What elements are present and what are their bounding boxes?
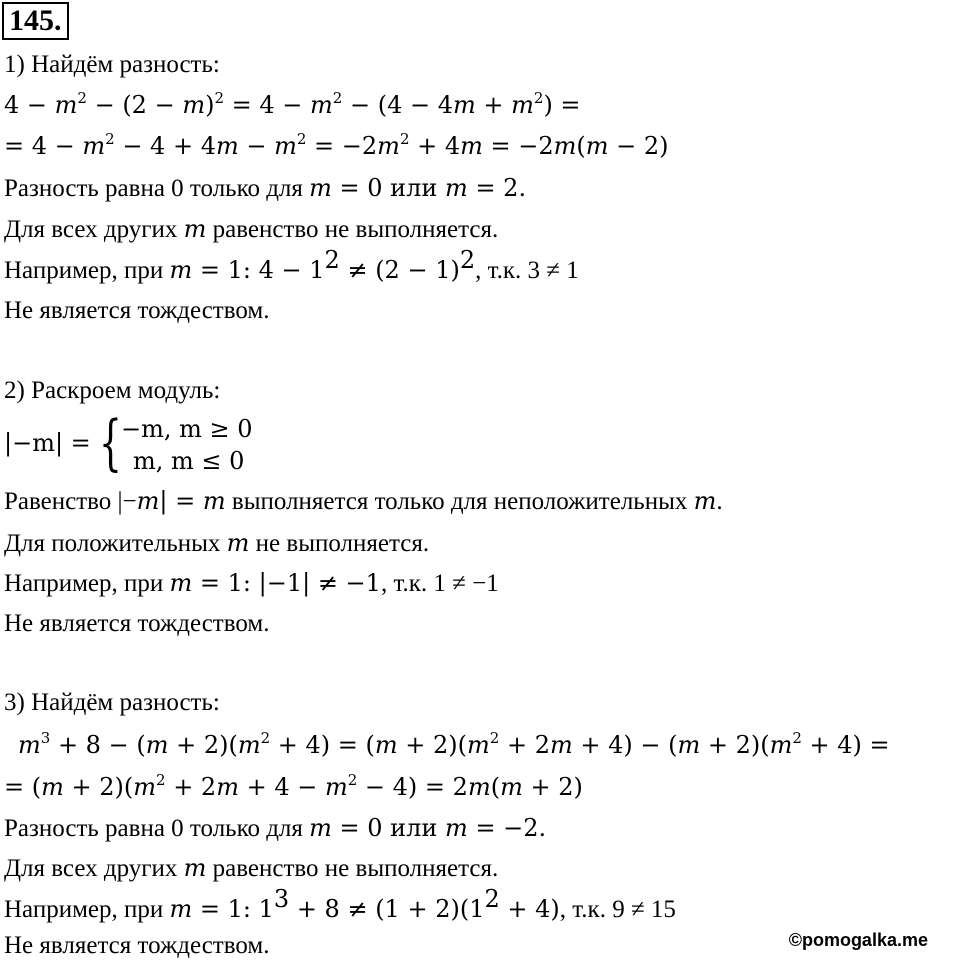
part2-heading: 2) Раскроем модуль: — [4, 377, 221, 404]
part3-heading: 3) Найдём разность: — [4, 689, 220, 716]
part1-heading: 1) Найдём разность: — [4, 51, 220, 78]
part2-text2: Для положительных m не выполняется. — [4, 529, 430, 557]
part2-example: Например, при m = 1: |−1| ≠ −1, т.к. 1 ≠ −1 — [4, 569, 499, 597]
part1-conclusion: Не является тождеством. — [4, 297, 270, 324]
case-1: −m, m ≥ 0 — [121, 415, 253, 443]
module-lhs: |−m| = — [4, 429, 91, 457]
curly-brace: { — [99, 408, 122, 478]
part2-text1: Равенство |−m| = m выполняется только для неположительных m. — [4, 487, 723, 515]
part3-example: Например, при m = 1: $1^3 + 8 \ne (1 + 2)(1^2 + 4)$, т.к. 9 ≠ 15 — [4, 885, 676, 923]
part1-example: Например, при m = 1: $4 - 1^2 \ne (2 - 1)^2$, т.к. 3 ≠ 1 — [4, 246, 579, 284]
part3-equation-line2: = $(m + 2)(m^2 + 2m + 4 - m^2 - 4) = 2m(m + 2)$ — [4, 771, 583, 801]
part3-equation-line1: $m^3 + 8 - (m + 2)(m^2 + 4) = (m + 2)(m^2 + 2m + 4) - (m + 2)(m^2 + 4)$ = — [18, 729, 890, 759]
watermark: ©pomogalka.me — [788, 930, 928, 950]
case-2: m, m ≤ 0 — [133, 447, 245, 475]
part1-equation-line1: $4 - m^2 - (2 - m)^2 = 4 - m^2 - (4 - 4m + m^2)$ = — [4, 89, 581, 119]
problem-number: 145. — [2, 2, 69, 40]
part3-text1: Разность равна 0 только для m = 0 или m = −2. — [4, 814, 547, 842]
part3-conclusion: Не является тождеством. — [4, 932, 270, 959]
part1-text1: Разность равна 0 только для m = 0 или m = 2. — [4, 174, 527, 202]
part1-text2: Для всех других m равенство не выполняется. — [4, 215, 499, 243]
part1-equation-line2: = $4 - m^2 - 4 + 4m - m^2 = -2m^2 + 4m = -2m(m - 2)$ — [4, 130, 669, 160]
part2-conclusion: Не является тождеством. — [4, 610, 270, 637]
part3-text2: Для всех других m равенство не выполняется. — [4, 854, 499, 882]
